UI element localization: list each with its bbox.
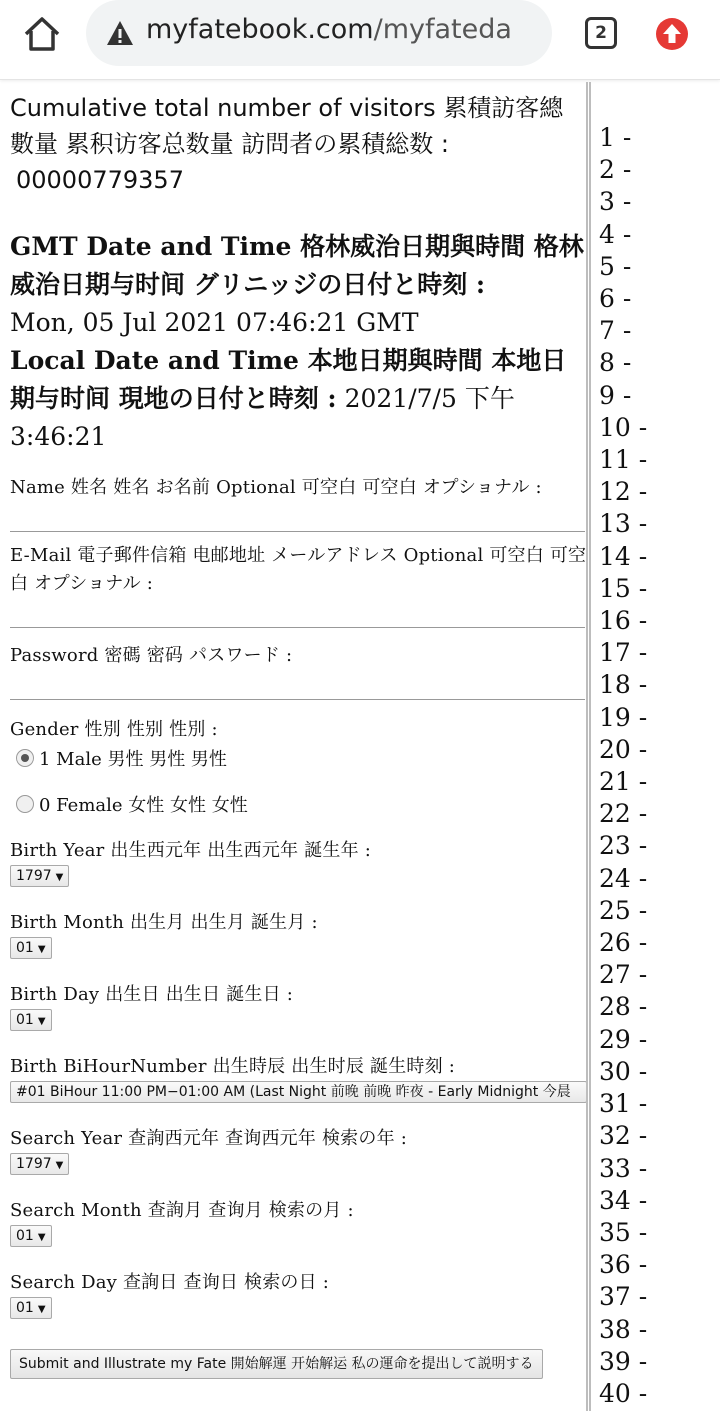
side-number-item[interactable]: 6 - xyxy=(599,284,632,314)
side-number-item[interactable]: 37 - xyxy=(599,1282,648,1312)
side-number-item[interactable]: 35 - xyxy=(599,1217,648,1247)
side-number-item[interactable]: 7 - xyxy=(599,316,632,346)
side-number-item[interactable]: 4 - xyxy=(599,219,632,249)
search-year-value: 1797 xyxy=(16,1156,52,1172)
local-value: 2021/7/5 下午3:46:21 xyxy=(10,384,515,451)
search-day-value: 01 xyxy=(16,1300,34,1316)
side-number-item[interactable]: 10 - xyxy=(599,412,648,442)
side-number-item[interactable]: 13 - xyxy=(599,509,648,539)
tab-switcher-button[interactable]: 2 xyxy=(585,17,617,49)
side-number-item[interactable]: 40 - xyxy=(599,1378,648,1408)
side-number-item[interactable]: 36 - xyxy=(599,1250,648,1280)
visitor-count: 00000779357 xyxy=(16,166,184,194)
chevron-down-icon: ▼ xyxy=(37,1304,46,1315)
search-day-select[interactable] xyxy=(10,1297,52,1319)
password-input[interactable] xyxy=(10,670,585,700)
home-icon[interactable] xyxy=(20,12,64,56)
side-number-item[interactable]: 15 - xyxy=(599,573,648,603)
browser-toolbar xyxy=(0,0,720,80)
birth-month-group xyxy=(10,909,587,963)
warning-icon[interactable] xyxy=(106,19,134,47)
search-year-select[interactable] xyxy=(10,1153,69,1175)
search-month-select[interactable] xyxy=(10,1225,52,1247)
url-host: myfatebook.com xyxy=(146,14,374,45)
side-number-item[interactable]: 14 - xyxy=(599,541,648,571)
birth-year-label: Birth Year 出生西元年 出生西元年 誕生年 : xyxy=(10,840,371,861)
side-number-item[interactable]: 24 - xyxy=(599,863,648,893)
side-number-item[interactable]: 12 - xyxy=(599,477,648,507)
bihour-select[interactable] xyxy=(10,1081,587,1103)
side-number-item[interactable]: 39 - xyxy=(599,1346,648,1376)
name-input[interactable] xyxy=(10,502,585,532)
birth-day-label: Birth Day 出生日 出生日 誕生日 : xyxy=(10,984,294,1005)
side-number-item[interactable]: 30 - xyxy=(599,1056,648,1086)
side-number-item[interactable]: 28 - xyxy=(599,992,648,1022)
gender-male-label: 1 Male 男性 男性 男性 xyxy=(39,749,227,770)
side-number-item[interactable]: 17 - xyxy=(599,638,648,668)
chevron-down-icon: ▼ xyxy=(37,1232,46,1243)
side-number-item[interactable]: 21 - xyxy=(599,767,648,797)
local-label: Local Date and Time 本地日期與時間 本地日期与时间 現地の日付と時刻 : xyxy=(10,346,567,413)
side-number-item[interactable]: 34 - xyxy=(599,1185,648,1215)
side-number-item[interactable]: 16 - xyxy=(599,606,648,636)
side-number-item[interactable]: 9 - xyxy=(599,380,632,410)
search-day-label: Search Day 查詢日 查询日 検索の日 : xyxy=(10,1272,329,1293)
search-day-group xyxy=(10,1269,587,1323)
birth-year-group xyxy=(10,837,587,891)
side-number-item[interactable]: 22 - xyxy=(599,799,648,829)
gender-female-label: 0 Female 女性 女性 女性 xyxy=(39,795,248,816)
visitor-counter-label: Cumulative total number of visitors 累積訪客總數量 累积访客总数量 訪問者の累積総数 : xyxy=(10,94,564,158)
side-number-item[interactable]: 23 - xyxy=(599,831,648,861)
gmt-datetime xyxy=(10,228,587,342)
side-number-item[interactable]: 1 - xyxy=(599,123,632,152)
birth-year-value: 1797 xyxy=(16,868,52,884)
address-bar[interactable] xyxy=(86,0,552,66)
chevron-down-icon: ▼ xyxy=(55,1160,64,1171)
birth-year-select[interactable] xyxy=(10,865,69,887)
gender-female-radio[interactable] xyxy=(16,795,34,813)
side-number-item[interactable]: 33 - xyxy=(599,1153,648,1183)
side-number-item[interactable]: 11 - xyxy=(599,445,648,475)
chevron-down-icon: ▼ xyxy=(37,944,46,955)
bihour-group xyxy=(10,1053,587,1107)
gender-male-option[interactable] xyxy=(16,744,587,772)
url-text[interactable] xyxy=(146,14,546,54)
gender-female-option[interactable] xyxy=(16,790,587,818)
gmt-label: GMT Date and Time 格林威治日期與時間 格林威治日期与时间 グリニッジの日付と時刻 : xyxy=(10,232,584,299)
side-number-item[interactable]: 5 - xyxy=(599,251,632,281)
search-year-group xyxy=(10,1125,587,1179)
side-number-item[interactable]: 20 - xyxy=(599,734,648,764)
gender-male-radio[interactable] xyxy=(16,749,34,767)
side-number-item[interactable]: 29 - xyxy=(599,1024,648,1054)
email-label: E-Mail 電子郵件信箱 电邮地址 メールアドレス Optional 可空白 可空白 オプショナル : xyxy=(10,545,587,594)
gmt-value: Mon, 05 Jul 2021 07:46:21 GMT xyxy=(10,308,419,337)
side-number-list xyxy=(599,122,647,1410)
url-path: /myfateda xyxy=(373,14,512,45)
frame-divider[interactable] xyxy=(586,82,591,1411)
birth-month-select[interactable] xyxy=(10,937,52,959)
search-month-label: Search Month 查詢月 查询月 検索の月 : xyxy=(10,1200,354,1221)
side-number-item[interactable]: 38 - xyxy=(599,1314,648,1344)
side-number-item[interactable]: 19 - xyxy=(599,702,648,732)
side-number-item[interactable]: 8 - xyxy=(599,348,632,378)
birth-month-value: 01 xyxy=(16,940,34,956)
bihour-value: #01 BiHour 11:00 PM−01:00 AM (Last Night 前晚 前晚 昨夜 - Early Midnight 今晨 xyxy=(16,1084,571,1100)
side-number-item[interactable]: 26 - xyxy=(599,928,648,958)
birth-day-select[interactable] xyxy=(10,1009,52,1031)
search-month-group xyxy=(10,1197,587,1251)
side-number-item[interactable]: 18 - xyxy=(599,670,648,700)
datetime-block xyxy=(10,228,587,456)
birth-month-label: Birth Month 出生月 出生月 誕生月 : xyxy=(10,912,318,933)
birth-day-group xyxy=(10,981,587,1035)
side-number-item[interactable]: 32 - xyxy=(599,1121,648,1151)
side-number-item[interactable]: 3 - xyxy=(599,187,632,217)
submit-group xyxy=(10,1349,587,1379)
search-year-label: Search Year 查詢西元年 查询西元年 検索の年 : xyxy=(10,1128,407,1149)
gender-label: Gender 性別 性别 性別 : xyxy=(10,719,218,740)
birth-day-value: 01 xyxy=(16,1012,34,1028)
chevron-down-icon: ▼ xyxy=(37,1016,46,1027)
fate-form xyxy=(10,474,587,1379)
visitor-counter xyxy=(10,90,587,198)
name-label: Name 姓名 姓名 お名前 Optional 可空白 可空白 オプショナル : xyxy=(10,477,542,498)
side-number-item[interactable]: 31 - xyxy=(599,1089,648,1119)
submit-button[interactable]: Submit and Illustrate my Fate 開始解運 开始解运 私の運命を提出して説明する xyxy=(10,1349,543,1379)
local-datetime xyxy=(10,342,587,456)
page-content xyxy=(10,90,587,1379)
search-month-value: 01 xyxy=(16,1228,34,1244)
side-number-item[interactable]: 25 - xyxy=(599,895,648,925)
bihour-label: Birth BiHourNumber 出生時辰 出生时辰 誕生時刻 : xyxy=(10,1056,455,1077)
side-number-item[interactable]: 27 - xyxy=(599,960,648,990)
update-icon[interactable] xyxy=(655,17,689,51)
side-number-item[interactable]: 2 - xyxy=(599,155,632,185)
email-input[interactable] xyxy=(10,598,585,628)
chevron-down-icon: ▼ xyxy=(55,872,64,883)
password-label: Password 密碼 密码 パスワード : xyxy=(10,645,293,666)
